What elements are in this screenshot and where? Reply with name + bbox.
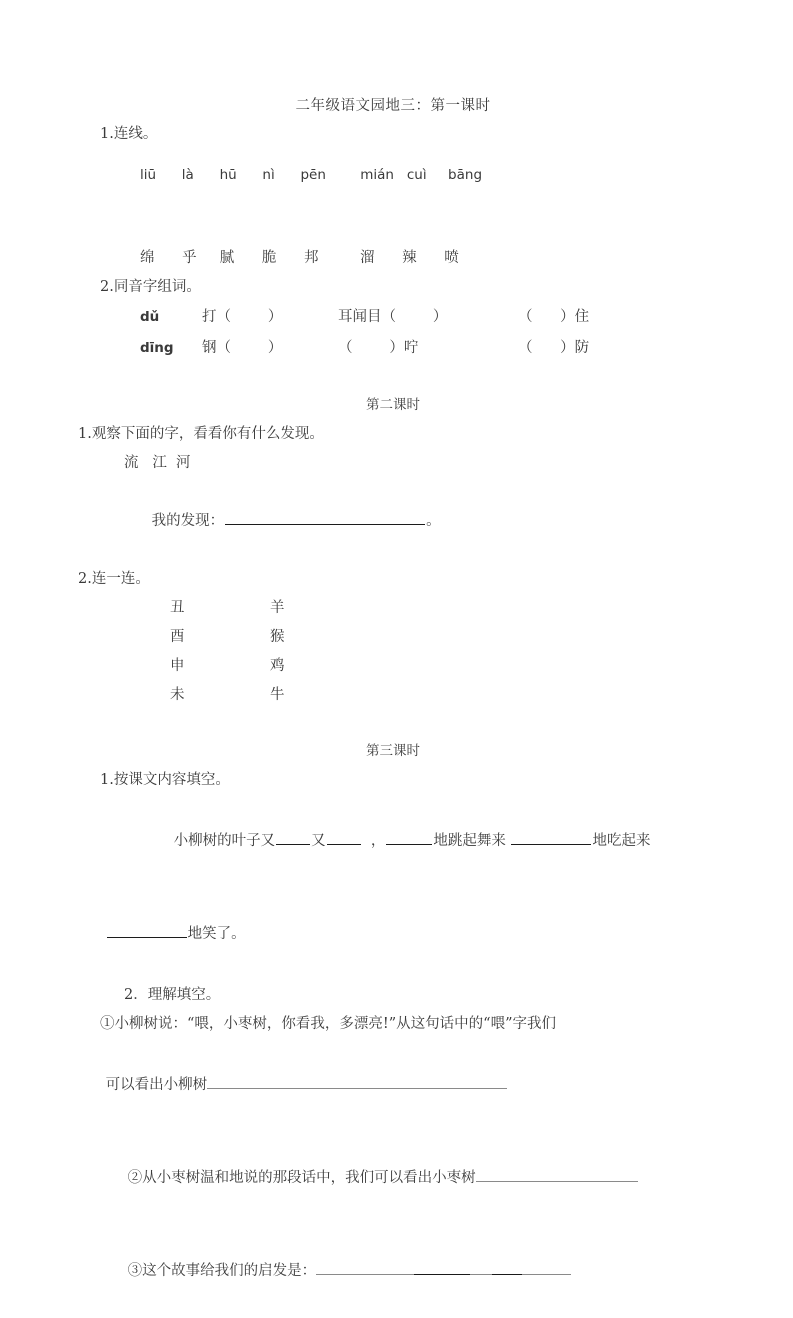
discovery-answer-blank[interactable]: [225, 509, 425, 525]
blank-segment: [492, 1274, 522, 1275]
match-left-item[interactable]: 酉: [170, 629, 185, 645]
homophone-cell-1: 打（ ）: [202, 309, 283, 325]
match-pair-row: [78, 652, 708, 681]
lesson2-question1-label: 1.观察下面的字，看看你有什么发现。: [78, 426, 324, 442]
match-pair-row: [78, 594, 708, 623]
homophone-row: [78, 333, 708, 364]
match-pair-row: [78, 681, 708, 710]
lesson3-question2-label: 2．理解填空。: [124, 987, 221, 1003]
match-pair-row: [78, 623, 708, 652]
discovery-label: 我的发现：: [151, 513, 225, 529]
spacer: [78, 149, 708, 161]
page-content: [78, 92, 708, 1318]
match-left-item[interactable]: 丑: [170, 600, 185, 616]
homophone-cell-2: （ ）咛: [338, 340, 419, 356]
page-title: 二年级语文园地三：第一课时: [295, 98, 491, 114]
match-right-item[interactable]: 羊: [270, 600, 285, 616]
homophone-pinyin: dǔ: [140, 309, 160, 325]
matching-work-area: [78, 190, 708, 244]
blank-segment: [414, 1274, 470, 1275]
item3-answer-blank[interactable]: [316, 1259, 571, 1275]
item2-answer-blank[interactable]: [476, 1166, 638, 1182]
match-right-item[interactable]: 鸡: [270, 658, 285, 674]
lesson3-item2-line: [78, 1132, 708, 1225]
spacer: [78, 710, 708, 736]
lesson3-fill-line-2: [78, 888, 708, 981]
fill-blank-1[interactable]: [276, 829, 310, 845]
homophone-cell-1: 钢（ ）: [202, 340, 283, 356]
lesson3-item3-line: [78, 1225, 708, 1318]
fill-blank-2[interactable]: [327, 829, 361, 845]
lesson3-title: 第三课时: [366, 743, 420, 759]
lesson1-question1-label: 1.连线。: [100, 126, 158, 142]
match-right-item[interactable]: 牛: [270, 687, 285, 703]
fill-blank-3[interactable]: [386, 829, 432, 845]
lesson2-question2-label: 2.连一连。: [78, 571, 150, 587]
lesson3-fill-line-1: [78, 795, 708, 888]
item1-text: 可以看出小柳树: [105, 1077, 208, 1093]
discovery-period: 。: [426, 513, 441, 529]
homophone-row: [78, 302, 708, 333]
item3-text: ③这个故事给我们的启发是：: [127, 1263, 317, 1279]
fill-text-2: 又: [311, 833, 326, 849]
lesson3-item1-line2: [78, 1039, 708, 1132]
item2-text: ②从小枣树温和地说的那段话中，我们可以看出小枣树: [127, 1170, 476, 1186]
lesson3-item1-line1: ①小柳树说：“喂，小枣树，你看我，多漂亮!”从这句话中的“喂”字我们: [100, 1016, 556, 1032]
fill-text-6: 地笑了。: [187, 926, 246, 942]
item1-answer-blank[interactable]: [207, 1073, 507, 1089]
fill-text-3: ，: [361, 833, 386, 849]
fill-text-4: 地跳起舞来: [433, 833, 511, 849]
match-right-item[interactable]: 猴: [270, 629, 285, 645]
lesson2-discovery-line: [78, 478, 708, 565]
fill-text-5: 地吃起来: [592, 833, 651, 849]
homophone-cell-3: （ ）住: [518, 309, 590, 325]
fill-blank-4[interactable]: [511, 829, 591, 845]
lesson3-question1-label: 1.按课文内容填空。: [100, 772, 230, 788]
fill-text-1: 小柳树的叶子又: [173, 833, 276, 849]
lesson2-observe-chars: 流 江 河: [124, 455, 191, 471]
homophone-cell-2: 耳闻目（ ）: [338, 309, 448, 325]
pinyin-row: liū là hū nì pēn mián cuì bāng: [140, 167, 483, 183]
lesson2-title: 第二课时: [366, 397, 420, 413]
match-left-item[interactable]: 申: [170, 658, 185, 674]
hanzi-row: 绵 乎 腻 脆 邦 溜 辣 喷: [140, 250, 459, 266]
homophone-cell-3: （ ）防: [518, 340, 590, 356]
fill-blank-5[interactable]: [107, 922, 187, 938]
lesson1-question2-label: 2.同音字组词。: [100, 279, 201, 295]
match-left-item[interactable]: 未: [170, 687, 185, 703]
spacer: [78, 364, 708, 390]
homophone-pinyin: dīng: [140, 340, 174, 356]
